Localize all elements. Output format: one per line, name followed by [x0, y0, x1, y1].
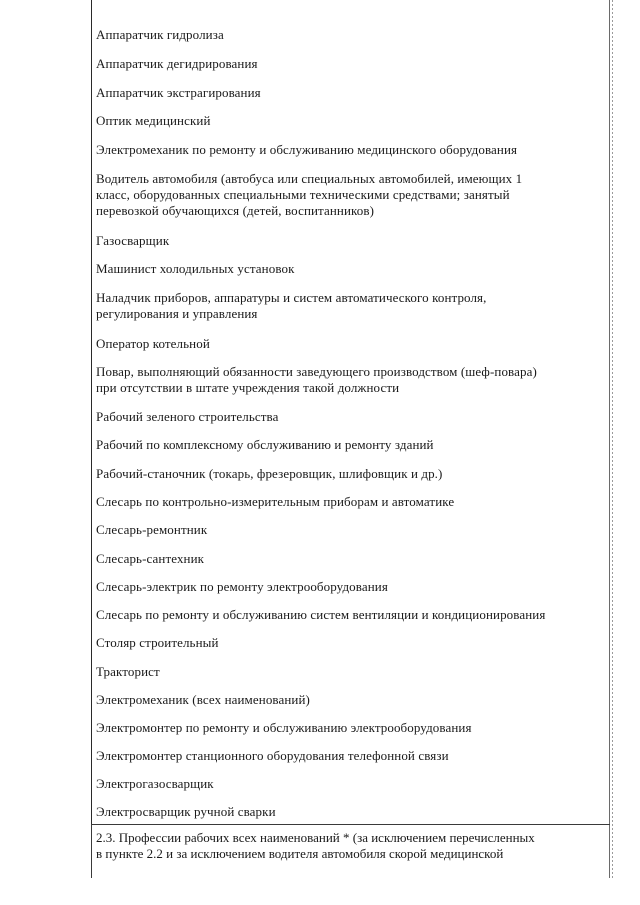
- profession-item: Слесарь по контрольно-измерительным приборам и автоматике: [96, 494, 455, 509]
- profession-item: Аппаратчик гидролиза: [96, 27, 224, 42]
- section-left-border: [91, 824, 92, 878]
- profession-item: Электросварщик ручной сварки: [96, 804, 276, 819]
- profession-item: Рабочий по комплексному обслуживанию и ремонту зданий: [96, 437, 434, 452]
- profession-item: Столяр строительный: [96, 635, 219, 650]
- section-divider: [91, 824, 610, 825]
- table-right-dotted-border: [612, 0, 613, 878]
- table-left-border: [91, 0, 92, 826]
- profession-item: Электромеханик (всех наименований): [96, 692, 310, 707]
- profession-item: Рабочий-станочник (токарь, фрезеровщик, шлифовщик и др.): [96, 466, 443, 481]
- profession-item: Газосварщик: [96, 233, 170, 248]
- profession-item: Аппаратчик дегидрирования: [96, 56, 258, 71]
- profession-item: Машинист холодильных установок: [96, 261, 295, 276]
- profession-item: Рабочий зеленого строительства: [96, 409, 279, 424]
- profession-item: Оптик медицинский: [96, 113, 211, 128]
- profession-item: Электромеханик по ремонту и обслуживанию медицинского оборудования: [96, 142, 518, 157]
- profession-item: Аппаратчик экстрагирования: [96, 85, 261, 100]
- profession-item: Электромонтер станционного оборудования телефонной связи: [96, 748, 449, 763]
- profession-item: Слесарь-ремонтник: [96, 522, 208, 537]
- profession-item: Слесарь-электрик по ремонту электрооборудования: [96, 579, 388, 594]
- profession-item: Наладчик приборов, аппаратуры и систем автоматического контроля, регулирования и управления: [96, 290, 487, 321]
- profession-item: Водитель автомобиля (автобуса или специальных автомобилей, имеющих 1 класс, оборудованных специальными техническими средствами; занятый перевозкой обучающихся (детей, воспитанников): [96, 171, 523, 218]
- profession-item: Электромонтер по ремонту и обслуживанию электрооборудования: [96, 720, 472, 735]
- section-2-3-heading: 2.3. Профессии рабочих всех наименований * (за исключением перечисленных в пункте 2.2 и за исключением водителя автомобиля скорой медицинской: [96, 830, 535, 861]
- profession-item: Электрогазосварщик: [96, 776, 214, 791]
- table-right-border: [609, 0, 610, 878]
- profession-item: Слесарь-сантехник: [96, 551, 205, 566]
- profession-item: Повар, выполняющий обязанности заведующего производством (шеф-повара) при отсутствии в штате учреждения такой должности: [96, 364, 537, 395]
- profession-item: Тракторист: [96, 664, 160, 679]
- profession-item: Слесарь по ремонту и обслуживанию систем вентиляции и кондиционирования: [96, 607, 546, 622]
- profession-item: Оператор котельной: [96, 336, 210, 351]
